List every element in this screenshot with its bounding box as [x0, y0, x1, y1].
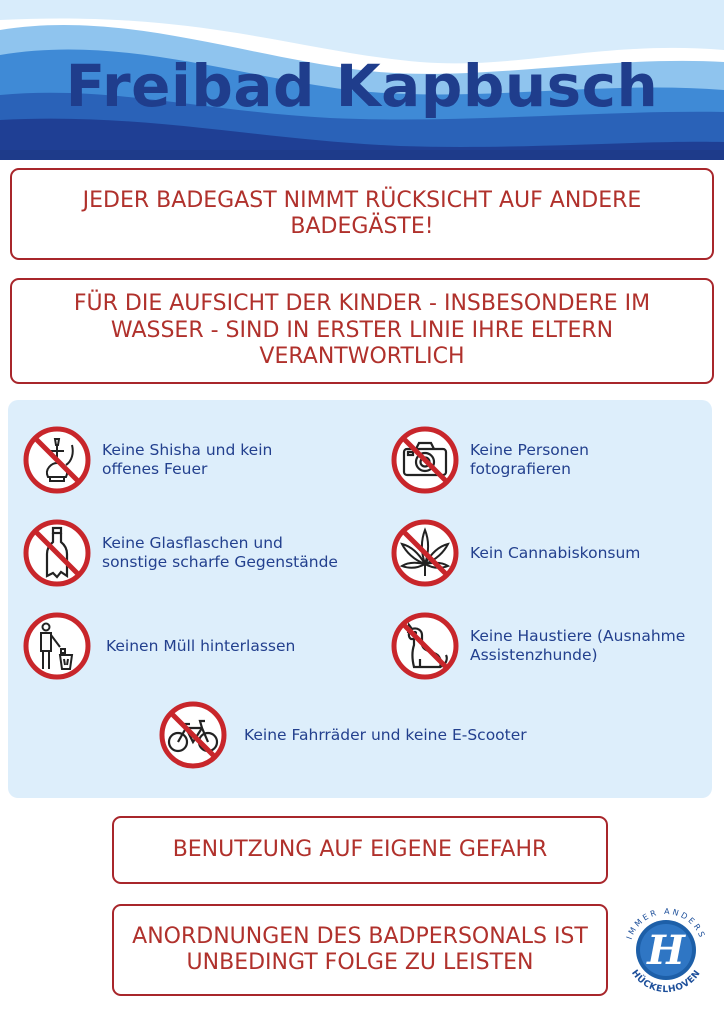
rule-no-glass [22, 518, 352, 588]
rule-text-photo: Keine Personen fotografieren [470, 441, 589, 478]
no-litter-icon [22, 611, 92, 681]
rule-no-photo [390, 425, 670, 495]
notice-own-risk: BENUTZUNG AUF EIGENE GEFAHR [112, 816, 608, 884]
no-camera-icon [390, 425, 460, 495]
rule-text-glass: Keine Glasflaschen und sonstige scharfe Gegenstände [102, 534, 338, 571]
no-glass-bottle-icon [22, 518, 92, 588]
notice-child-supervision: FÜR DIE AUFSICHT DER KINDER - INSBESONDERE IM WASSER - SIND IN ERSTER LINIE IHRE ELTERN VERANTWORTLICH [10, 278, 714, 384]
rule-no-cannabis [390, 518, 670, 588]
rule-text-cannabis: Kein Cannabiskonsum [470, 543, 641, 562]
logo-letter: H [647, 927, 685, 974]
rule-text-litter: Keinen Müll hinterlassen [106, 636, 296, 655]
rule-no-shisha [22, 425, 292, 495]
notice-consideration: JEDER BADEGAST NIMMT RÜCKSICHT AUF ANDERE BADEGÄSTE! [10, 168, 714, 260]
no-bicycle-icon [158, 700, 228, 770]
page-title: Freibad Kapbusch [65, 52, 659, 120]
no-shisha-icon [22, 425, 92, 495]
rule-no-litter [22, 611, 306, 681]
rule-text-bikes: Keine Fahrräder und keine E-Scooter [244, 725, 527, 744]
rule-no-pets [390, 611, 695, 681]
rule-no-bikes [158, 700, 554, 770]
logo-top-text: IMMER ANDERS [624, 906, 708, 941]
rule-text-shisha: Keine Shisha und kein offenes Feuer [102, 441, 273, 478]
logo-bottom-text: HÜCKELHOVEN [629, 968, 703, 996]
no-dog-icon [390, 611, 460, 681]
notice-staff-orders: ANORDNUNGEN DES BADPERSONALS IST UNBEDINGT FOLGE ZU LEISTEN [112, 904, 608, 996]
no-cannabis-icon [390, 518, 460, 588]
header-banner [0, 0, 724, 160]
rule-text-pets: Keine Haustiere (Ausnahme Assistenzhunde) [470, 627, 686, 664]
hueckelhoven-logo [616, 900, 716, 1000]
